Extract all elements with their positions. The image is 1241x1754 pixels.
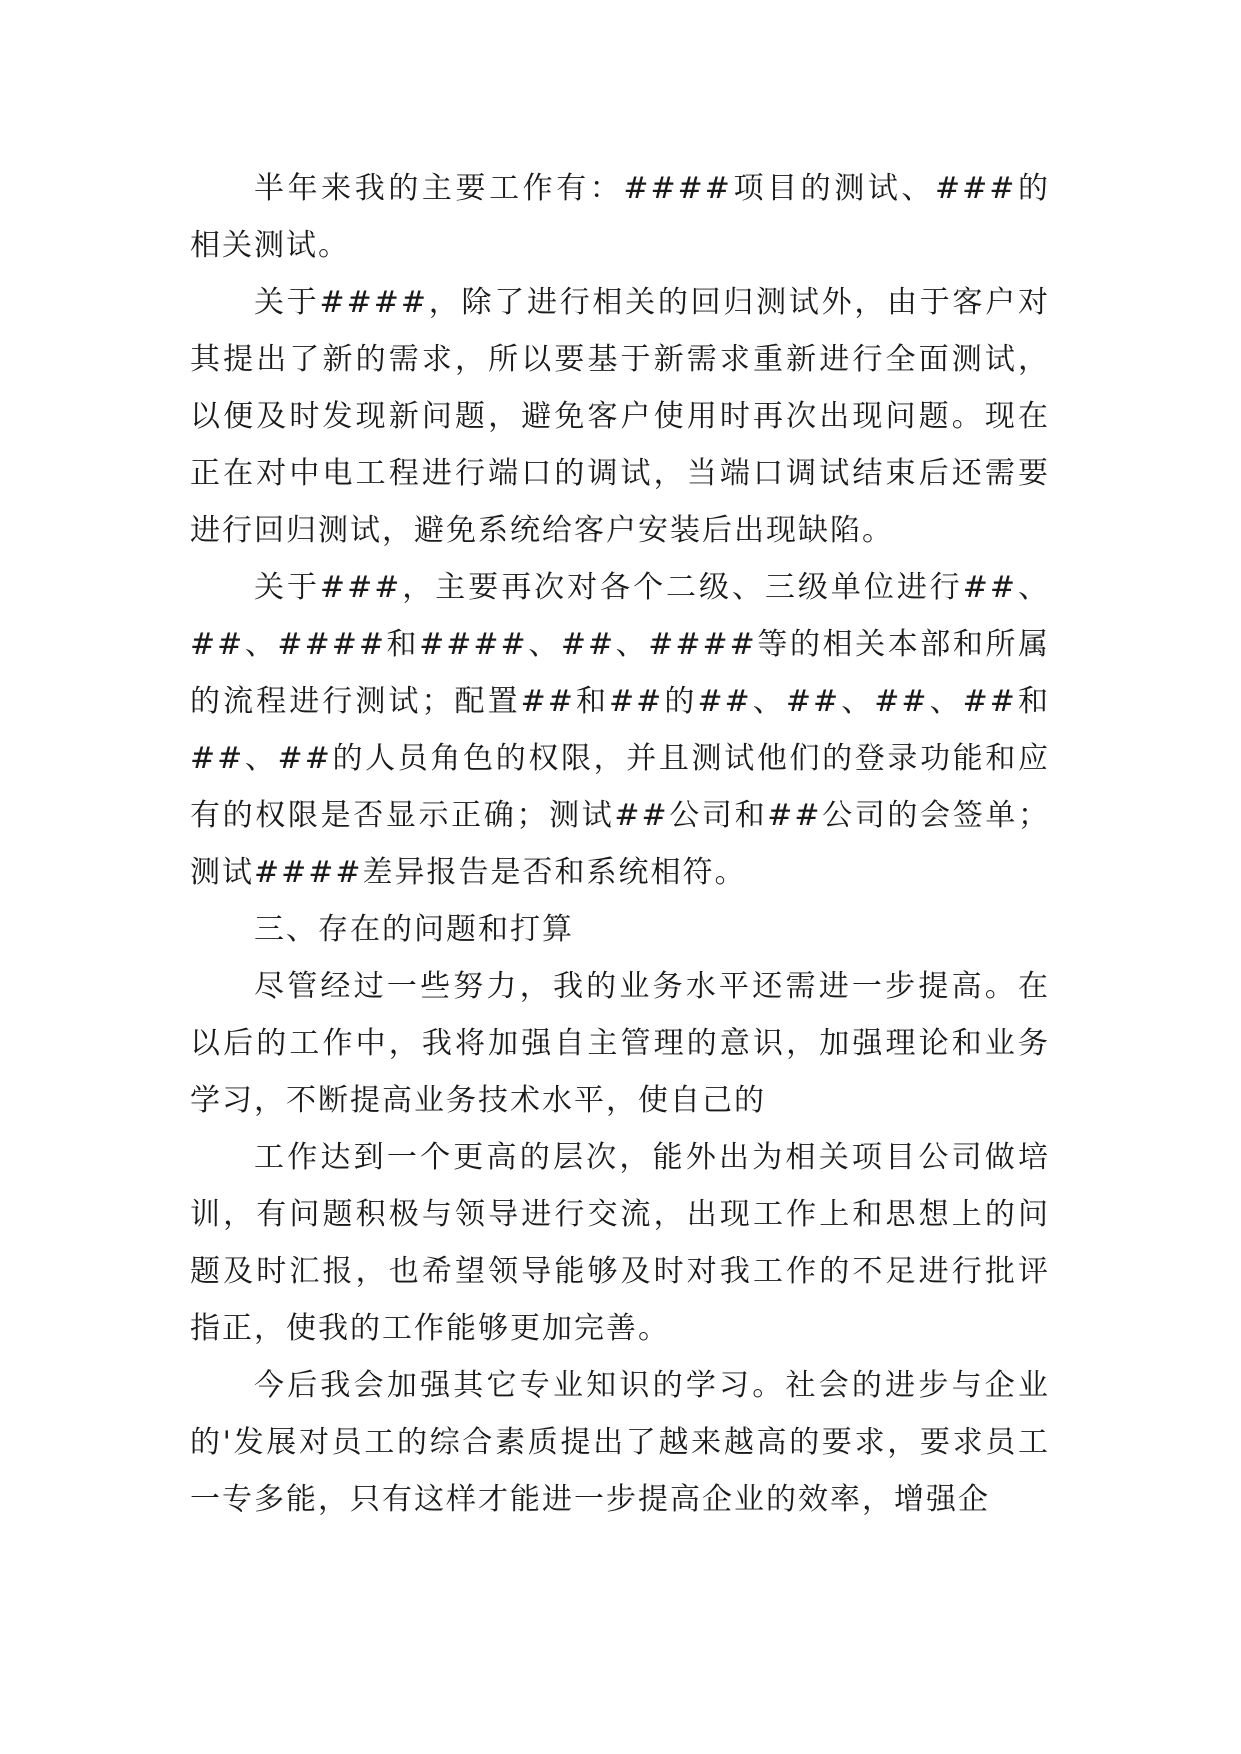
paragraph-project-two: 关于###，主要再次对各个二级、三级单位进行##、##、####和####、##、####等的相关本部和所属的流程进行测试；配置##和##的##、##、##、##和##、##的人员角色的权限，并且测试他们的登录功能和应有的权限是否显示正确；测试##公司和##公司的会签单；测试####差异报告是否和系统相符。: [190, 570, 1050, 890]
section-heading-problems-plans: 三、存在的问题和打算: [254, 912, 574, 947]
document-body: [190, 160, 1050, 1528]
paragraph-future-learning: 今后我会加强其它专业知识的学习。社会的进步与企业的'发展对员工的综合素质提出了越来越高的要求，要求员工一专多能，只有这样才能进一步提高企业的效率，增强企: [190, 1368, 1050, 1517]
paragraph-main-work: 半年来我的主要工作有：####项目的测试、###的相关测试。: [190, 171, 1050, 263]
paragraph-project-one: 关于####，除了进行相关的回归测试外，由于客户对其提出了新的需求，所以要基于新需求重新进行全面测试，以便及时发现新问题，避免客户使用时再次出现问题。现在正在对中电工程进行端口的调试，当端口调试结束后还需要进行回归测试，避免系统给客户安装后出现缺陷。: [190, 285, 1050, 548]
paragraph-goals: 工作达到一个更高的层次，能外出为相关项目公司做培训，有问题积极与领导进行交流，出现工作上和思想上的问题及时汇报，也希望领导能够及时对我工作的不足进行批评指正，使我的工作能够更加完善。: [190, 1140, 1050, 1346]
paragraph-improvement: 尽管经过一些努力，我的业务水平还需进一步提高。在以后的工作中，我将加强自主管理的意识，加强理论和业务学习，不断提高业务技术水平，使自己的: [190, 969, 1050, 1118]
